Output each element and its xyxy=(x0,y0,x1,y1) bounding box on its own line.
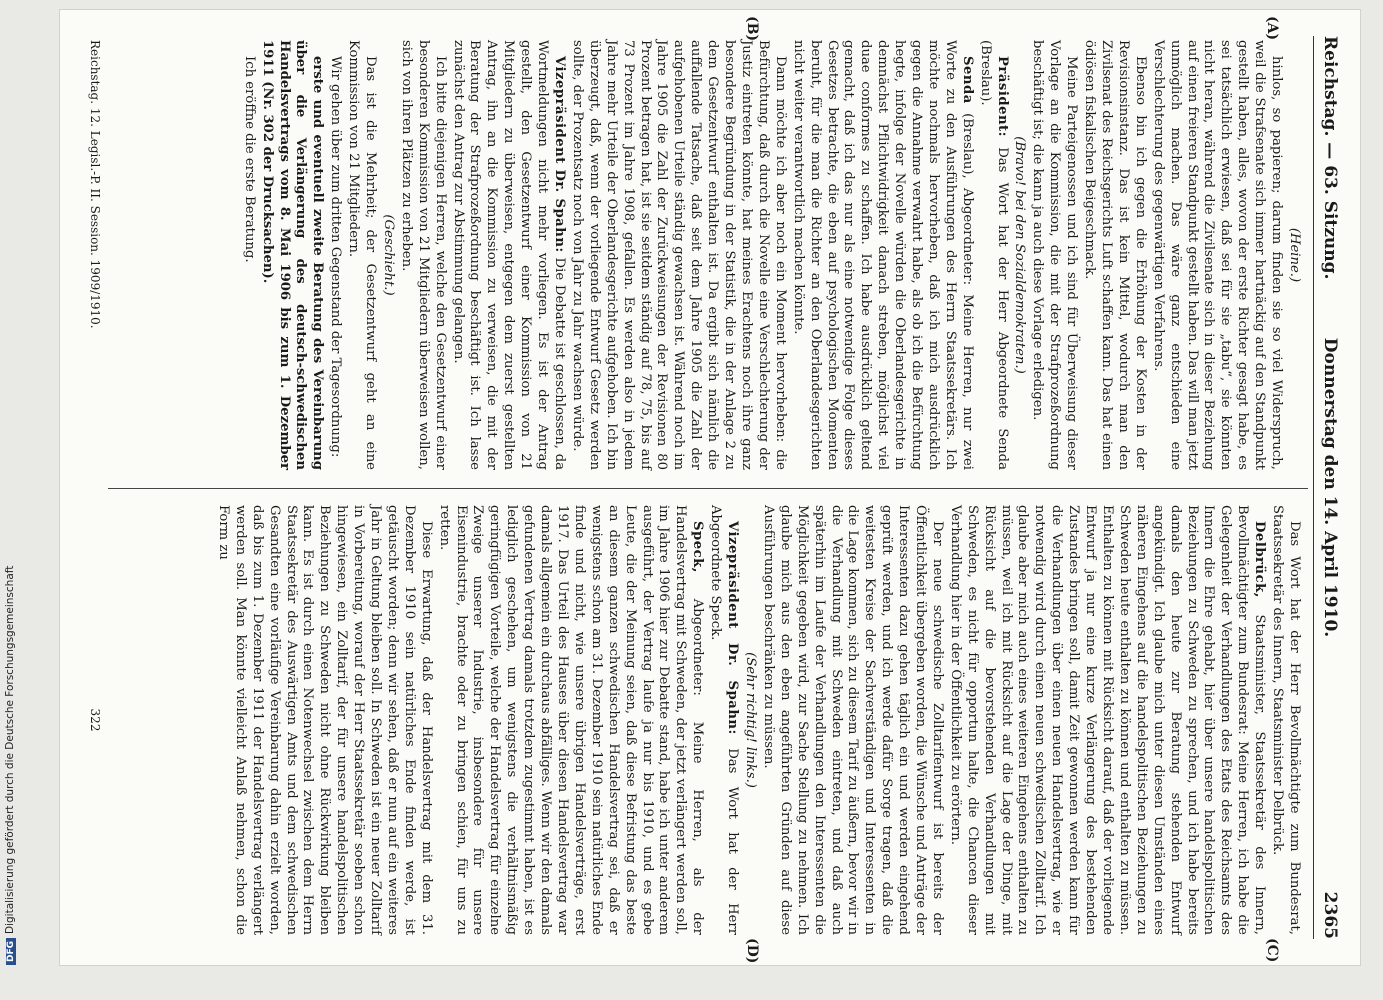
dfg-logo: DFG xyxy=(6,938,16,965)
running-header xyxy=(1313,36,1348,939)
speaker-name: Delbrück, xyxy=(1252,521,1268,598)
paragraph xyxy=(258,40,326,470)
paragraph xyxy=(435,505,706,935)
right-text-column xyxy=(213,505,1302,935)
paragraph xyxy=(706,505,740,935)
paragraph-text: Meine Parteigenossen und ich sind für Überweisung dieser Vorlage an die Kommission, die mit der Strafprozeßordnung beschäftigt ist; die kann ja auch diese Vorlage erledigen. xyxy=(1030,40,1080,470)
paragraph-text: Diese Erwartung, daß der Handelsvertrag mit dem 31. Dezember 1910 sein natürliches Ende finden werde, ist getäuscht worden; denn wir sehen, daß er nun auf ein weiteres Jahr in Geltung bleiben soll. In Schweden ist ein neuer Zolltarif in Vorbereitung, worauf der Herr Staatssekretär soeben schon hingewiesen, ein Zolltarif, der für unsere handelspolitischen Beziehungen zu Schweden nicht ohne Rückwirkung bleiben kann. Es ist durch einen Notenwechsel zwischen dem Herrn Staatssekretär des Auswärtigen Amts und dem schwedischen Gesandten eine vorläufige Vereinbarung dahin erzielt worden, daß bis zum 1. Dezember 1911 der Handelsvertrag verlängert werden soll. Man könnte vielleicht Anlaß nehmen, schon die Form zu xyxy=(215,505,434,935)
column-divider xyxy=(108,488,1308,489)
speaker-name: Speck, xyxy=(690,521,706,573)
paragraph xyxy=(344,40,378,470)
paragraph xyxy=(946,505,1267,935)
paragraph-text: (Heine.) xyxy=(1287,227,1302,283)
stage-direction xyxy=(741,505,758,935)
paragraph xyxy=(789,40,975,470)
paragraph xyxy=(449,40,567,470)
paragraph-text: Das Wort hat der Herr Abgeordnete Speck. xyxy=(708,505,741,936)
paragraph xyxy=(1029,40,1080,470)
paragraph-text: Das ist die Mehrheit; der Gesetzentwurf geht an eine Kommission von 21 Mitgliedern. xyxy=(346,40,379,470)
digitization-credit xyxy=(4,0,18,985)
paragraph-text: Dann möchte ich aber noch ein Moment hervorheben: die Befürchtung, daß durch die Novelle eine Verschlechterung der Justiz eintreten könnte, hat meines Erachtens noch ihre ganz besondere Begründung in der Statistik, die in der Anlage 2 zu dem Gesetzentwurf enthalten ist. Da ergibt sich nämlich die auffallende Tatsache, daß seit dem Jahre 1905 die Zahl der aufgehobenen Urteile ständig gewachsen ist. Während noch im Jahre 1905 die Zahl der Zurückweisungen der Revisionen 80 Prozent betragen hat, ist sie seitdem ständig auf 78, 75, bis auf 73 Prozent im Jahre 1908, gefallen. Es werden also in jedem Jahre mehr Urteile der Oberlandesgerichte aufgehoben. Ich bin überzeugt, daß, wenn der vorliegende Entwurf Gesetz werden sollte, der Prozentsatz noch von Jahr zu Jahr wachsen würde. xyxy=(569,40,788,470)
paragraph-text: Ich eröffne die erste Beratung. xyxy=(241,56,257,263)
paragraph xyxy=(214,505,434,935)
paragraph-text: Ebenso bin ich gegen die Erhöhung der Kosten in der Revisionsinstanz. Das ist kein Mittel, wodurch man den Zivilsenat des Reichsgerichts Luft schaffen kann. Das hat einen ödiösen fiskalischen Beigeschmack. xyxy=(1082,40,1148,470)
footer-legislature: Reichstag. 12. Legisl.-P. II. Session. 1909/1910. xyxy=(88,40,102,329)
paragraph-text: Das Wort hat der Herr Abgeordnete Senda (Breslau). xyxy=(977,40,1010,470)
paragraph-text: Ich bitte diejenigen Herren, welche den Gesetzentwurf einer besonderen Kommission von 21 Mitgliedern überweisen wollen, sich von ihren Plätzen zu erheben. xyxy=(398,40,448,470)
paragraph xyxy=(1080,40,1148,470)
paragraph-text: Der neue schwedische Zolltarifentwurf ist bereits der Öffentlichkeit übergeben worden, die Wünsche und Anträge der Interessenten dazu gehen täglich ein und werden eingehend geprüft werden, und ich werde dafür Sorge tragen, daß die weitesten Kreise der Sachverständigen und Interessenten in die Lage kommen, sich zu diesem Tarif zu äußern, bevor wir in die Verhandlung mit Schweden eintreten, und daß auch späterhin im Laufe der Verhandlungen den Interessenten die Möglichkeit gegeben wird, zur Sache Stellung zu nehmen. Ich glaube mich aus den eben angeführten Gründen auf diese Ausführungen beschränken zu müssen. xyxy=(760,505,945,935)
credit-text: Digitalisierung gefördert durch die Deutsche Forschungsgemeinschaft xyxy=(4,565,16,934)
paragraph-text: Die Debatte ist geschlossen, da Wortmeldungen nicht mehr vorliegen. Es ist der Antrag gestellt, den Gesetzentwurf einer Kommission von 21 Mitgliedern zu überweisen, entgegen dem zuerst gestellten Antrag, ihn an die Kommission zu verweisen, die mit der Beratung der Strafprozeßordnung beschäftigt ist. Ich lasse zunächst den Antrag zur Abstimmung gelangen. xyxy=(450,40,568,470)
stage-direction xyxy=(379,40,396,470)
header-session: Reichstag. — 63. Sitzung. xyxy=(1320,36,1340,280)
paragraph xyxy=(1149,40,1284,470)
paragraph-text: (Geschieht.) xyxy=(380,214,396,296)
stage-direction xyxy=(1011,40,1028,470)
margin-mark-c: (C) xyxy=(1264,938,1280,963)
speaker-name: Vizepräsident Dr. Spahn: xyxy=(725,521,741,735)
paragraph-text: (Breslau), Abgeordneter: Meine Herren, nur zwei Worte zu den Ausführungen des Herrn Staatssekretärs. Ich möchte nochmals hervorheben, daß ich mich ausdrücklich gegen die Annahme verwahrt habe, als ob ich die Befürchtung hegte, infolge der Novelle würden die Oberlandesgerichte in demnächst Pflichtwidrigkeit danach streben, möglichst viel duae conformes zu schaffen. Ich habe ausdrücklich geltend gemacht, daß ich das nur als eine notwendige Folge dieses Gesetzes betrachte, die eben auf psychologischen Momenten beruht, für die man die Richter an den Oberlandesgerichten nicht weiter verantwortlich machen könnte. xyxy=(790,40,975,470)
paragraph-text: Wir gehen über zum dritten Gegenstand der Tagesordnung: xyxy=(328,56,344,458)
paragraph xyxy=(759,505,945,935)
header-page-number: 2365 xyxy=(1320,891,1340,939)
paragraph-text: (Sehr richtig! links.) xyxy=(743,652,758,788)
paragraph xyxy=(976,40,1010,470)
paragraph xyxy=(326,40,343,470)
left-text-column xyxy=(239,40,1302,470)
footer-sheet-number: 322 xyxy=(88,708,102,732)
paragraph-text: Das Wort hat der Herr Bevollmächtigte zum Bundesrat, Staatssekretär des Innern, Staatsminister Delbrück. xyxy=(1270,505,1302,935)
paragraph xyxy=(240,40,257,470)
scanned-page xyxy=(60,10,1360,965)
stage-direction xyxy=(1285,40,1302,470)
paragraph-text: Staatsminister, Staatssekretär des Innern, Bevollmächtigter zum Bundesrat: Meine Herren, ich habe die Gelegenheit der Verhandlungen des Etats des Reichsamts des Innern die Ehre gehabt, hier über unsere handelspolitischen Beziehungen zu Schweden zu sprechen, und ich habe bereits damals den heute zur Beratung stehenden Entwurf angekündigt. Ich glaube mich unter diesen Umständen eines näheren Eingehens auf die handelspolitischen Beziehungen zu Schweden heute enthalten zu können und enthalten zu müssen. Enthalten zu können mit Rücksicht darauf, daß der vorliegende Entwurf ja nur eine kurze Verlängerung des bestehenden Zustandes bringen soll, damit Zeit gewonnen werden kann für die Verhandlungen über einen neuen Handelsvertrag, wie er notwendig wird durch einen neuen schwedischen Zolltarif. Ich glaube aber mich auch eines weiteren Eingehens enthalten zu müssen, weil ich mit Rücksicht auf die Lage der Dinge, mit Rücksicht auf die bevorstehenden Verhandlungen mit Schweden, es nicht für opportun halte, die Chancen dieser Verhandlung hier in der Öffentlichkeit zu erörtern. xyxy=(947,505,1268,935)
paragraph-text: erste und eventuell zweite Beratung des Vereinbarung über die Verlängerung des deutsch-schwedischen Handelsvertrags vom 8. Mai 1906 bis zum 1. Dezember 1911 (Nr. 302 der Drucksachen). xyxy=(259,40,326,470)
paragraph-text: hinlos, so papieren; darum finden sie so viel Widerspruch, weil die Strafsenate sich immer hartnäckig auf den Standpunkt gestellt haben, alles, wovon der erste Richter gesagt habe, es sei tatsächlich erwiesen, daß sei für sie „tabu“, sie könnten nicht heran, während die Zivilsenate sich in dieser Beziehung auf einen freieren Standpunkt gestellt haben. Das will man jetzt unmöglich machen. Das wäre ganz entschieden eine Verschlechterung des gegenwärtigen Verfahrens. xyxy=(1150,40,1285,470)
paragraph xyxy=(397,40,448,470)
header-date: Donnerstag den 14. April 1910. xyxy=(1320,337,1340,638)
margin-mark-a: (A) xyxy=(1264,16,1280,41)
page-content-rotated xyxy=(60,10,1360,965)
paragraph-text: (Bravo! bei den Sozialdemokraten.) xyxy=(1012,136,1028,374)
speaker-name: Präsident: xyxy=(994,56,1010,138)
digitization-credit-strip xyxy=(4,0,18,1000)
paragraph xyxy=(568,40,788,470)
speaker-name: Vizepräsident Dr. Spahn: xyxy=(552,56,568,253)
speaker-name: Senda xyxy=(959,56,975,104)
paragraph-text: Abgeordneter: Meine Herren, als der Handelsvertrag mit Schweden, der jetzt verlängert werden soll, im Jahre 1906 hier zur Debatte stand, habe ich unter anderem ausgeführt, der Vertrag laufe ja nur bis 1910, und es gebe Leute, die der Meinung seien, daß diese Befristung das beste an diesem ganzen schwedischen Handelsvertrag sei, daß er wenigstens schon am 31. Dezember 1910 sein natürliches Ende finde und nicht, wie unsere übrigen Handelsverträge, erst 1917. Das Urteil des Hauses über diesen Handelsvertrag war damals allgemein ein durchaus abfälliges. Wenn wir den damals gefundenen Vertrag damals trotzdem zugestimmt haben, ist es lediglich geschehen, um wenigstens die verhältnismäßig geringfügigen Vorteile, welche der Handelsvertrag für einzelne Zweige unserer Industrie, insbesondere für unsere Eisenindustrie, brachte oder zu bringen schien, für uns zu retten. xyxy=(436,505,706,935)
paragraph xyxy=(1268,505,1302,935)
margin-mark-b: (B) xyxy=(744,16,760,42)
margin-mark-d: (D) xyxy=(744,938,760,964)
